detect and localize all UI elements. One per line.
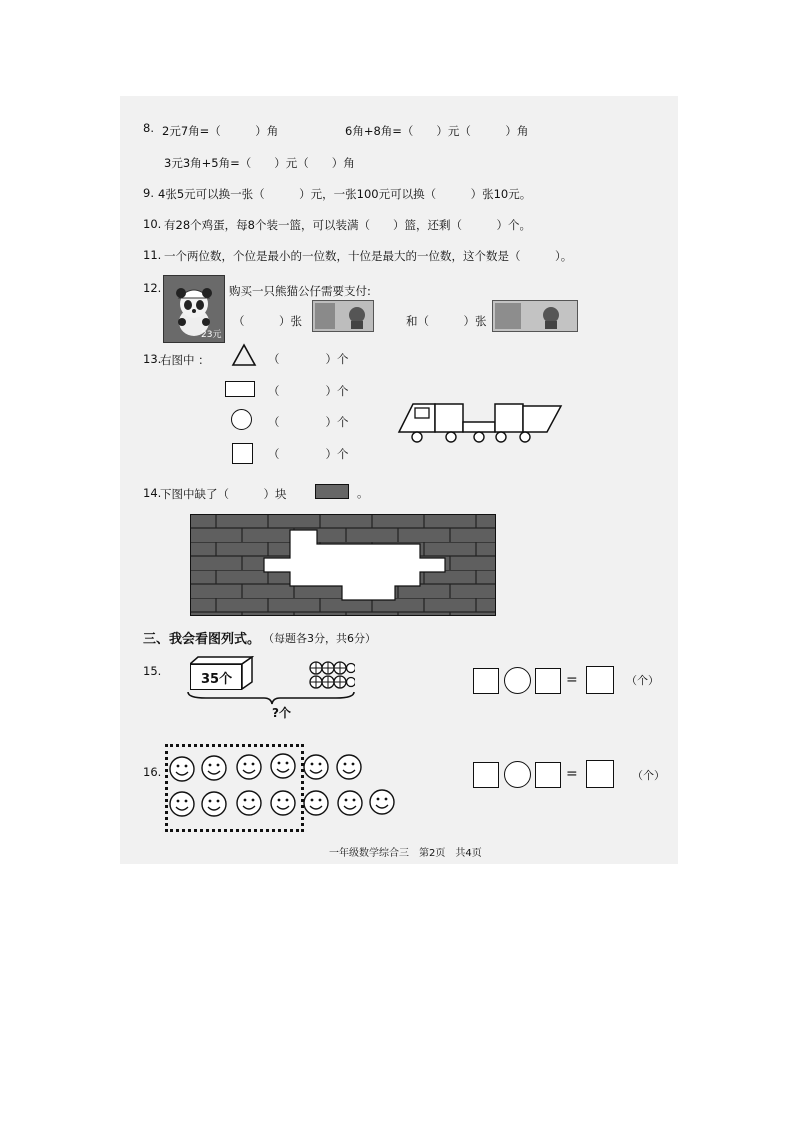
- square-icon: [232, 443, 253, 464]
- q10-text: 有28个鸡蛋，每8个装一篮，可以装满（ ）篮，还剩（ ）个。: [164, 218, 531, 232]
- banknote-image-1: [312, 300, 374, 332]
- q15-number: 15.: [143, 664, 162, 678]
- smiley-faces-figure: [166, 752, 406, 832]
- q15-question: ?个: [272, 706, 291, 720]
- q12-text: 购买一只熊猫公仔需要支付:: [229, 284, 371, 298]
- q12-number: 12.: [143, 281, 162, 295]
- banknote-icon: [493, 301, 577, 331]
- q8-part-a: 2元7角=（ ）角: [162, 124, 279, 138]
- q14-text: 下图中缺了（ ）块: [160, 487, 287, 501]
- q15-answer-box-2[interactable]: [535, 668, 561, 694]
- q16-equals: =: [566, 766, 578, 782]
- circle-icon: [231, 409, 252, 430]
- q9-number: 9.: [143, 186, 154, 200]
- page-footer: 一年级数学综合三 第2页 共4页: [329, 848, 482, 859]
- triangle-icon: [231, 343, 257, 367]
- q10-number: 10.: [143, 217, 162, 231]
- q15-box-label: 35个: [201, 672, 233, 687]
- q16-unit: （个）: [632, 769, 665, 782]
- q11-number: 11.: [143, 248, 162, 262]
- q15-answer-box-1[interactable]: [473, 668, 499, 694]
- section-3-title: 三、我会看图列式。: [143, 632, 261, 647]
- brace-figure: [186, 690, 356, 706]
- q9-text: 4张5元可以换一张（ ）元，一张100元可以换（ ）张10元。: [158, 187, 532, 201]
- q15-unit: （个）: [626, 674, 659, 687]
- q15-equals: =: [566, 672, 578, 688]
- train-figure: [395, 400, 565, 446]
- brick-wall-figure: [190, 514, 496, 616]
- q8-part-c: 3元3角+5角=（ ）元（ ）角: [164, 156, 355, 170]
- q14-end: 。: [357, 486, 369, 500]
- q16-number: 16.: [143, 765, 162, 779]
- q16-operator-circle[interactable]: [504, 761, 531, 788]
- banknote-image-2: [492, 300, 578, 332]
- q8-number: 8.: [143, 121, 154, 135]
- q13-label: 右图中 ：: [160, 353, 210, 367]
- q16-answer-box-2[interactable]: [535, 762, 561, 788]
- q12-blank-2: 和（ ）张: [406, 314, 487, 328]
- q13-rectangle-count: （ ）个: [268, 384, 349, 398]
- panda-price-tag: 23元: [201, 330, 222, 340]
- q11-text: 一个两位数，个位是最小的一位数，十位是最大的一位数，这个数是（ ）。: [164, 249, 573, 263]
- q13-number: 13.: [143, 352, 162, 366]
- q8-part-b: 6角+8角=（ ）元（ ）角: [345, 124, 529, 138]
- section-3-note: （每题各3分，共6分）: [263, 632, 376, 645]
- q16-answer-box-3[interactable]: [586, 760, 614, 788]
- beads-figure: [309, 660, 355, 690]
- rectangle-icon: [225, 381, 255, 397]
- brick-icon: [315, 484, 349, 499]
- q12-blank-1: （ ）张: [233, 314, 302, 328]
- q15-operator-circle[interactable]: [504, 667, 531, 694]
- q16-answer-box-1[interactable]: [473, 762, 499, 788]
- q15-answer-box-3[interactable]: [586, 666, 614, 694]
- q13-square-count: （ ）个: [268, 447, 349, 461]
- q13-circle-count: （ ）个: [268, 415, 349, 429]
- q14-number: 14.: [143, 486, 162, 500]
- q13-triangle-count: （ ）个: [268, 352, 349, 366]
- banknote-icon: [313, 301, 373, 331]
- box-3d-edges: [190, 656, 254, 690]
